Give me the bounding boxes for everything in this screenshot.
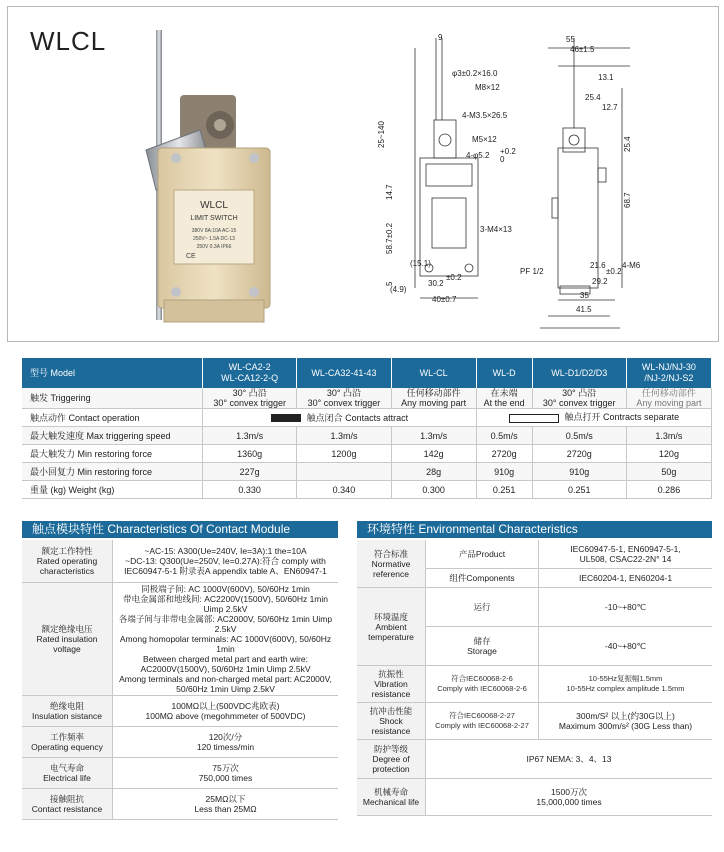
- cell: -40~+80℃: [539, 627, 713, 666]
- row-label: 额定绝缘电压 Rated insulation voltage: [22, 583, 113, 696]
- env-table: [357, 540, 712, 816]
- cell: 同极端子间: AC 1000V(600V), 50/60Hz 1min 带电金属部和地线间: AC2200V(1500V), 50/60Hz 1min Uimp 2.5kV 各端子间与非带电金属部: AC2000V, 50/60Hz 1min Uimp 2.5kV Among homopolar terminals: AC 1000V(600V), 50/60Hz 1min Between charged metal part and earth wire: AC2000V(1500V), 50/60Hz 1min Uimp 2.5kV Among terminals and non-charged metal part: AC2000V, 50/60Hz 1min Uimp 2.5kV: [113, 583, 339, 696]
- sub-label: 符合IEC60068-2-6 Comply with IEC60068-2-6: [426, 666, 539, 703]
- product-illustration: [140, 30, 300, 335]
- svg-text:12.7: 12.7: [602, 103, 618, 112]
- cell: 1.3m/s: [391, 427, 476, 445]
- header-line: WL-CA2-2 WL-CA12-2-Q: [221, 362, 279, 383]
- svg-text:9: 9: [438, 33, 443, 42]
- spec-col-header: WL-D: [476, 358, 532, 388]
- svg-text:58.7±0.2: 58.7±0.2: [385, 222, 394, 254]
- cell: 28g: [391, 463, 476, 481]
- row-label: 最大触发力 Min restoring force: [22, 445, 203, 463]
- cell: 120次/分 120 timess/min: [113, 727, 339, 758]
- header-line: WL-NJ/NJ-30 /NJ-2/NJ-S2: [641, 362, 696, 383]
- row-label: 工作频率 Operating equency: [22, 727, 113, 758]
- label-brand: WLCL: [200, 200, 228, 211]
- cell: 0.5m/s: [476, 427, 532, 445]
- cell: 1360g: [203, 445, 297, 463]
- row-label: 符合标准 Normative reference: [357, 540, 426, 588]
- sub-label: 储存 Storage: [426, 627, 539, 666]
- table-row: [22, 445, 712, 463]
- contact-section-title: 触点模块特性 Characteristics Of Contact Module: [22, 521, 338, 538]
- svg-text:29.2: 29.2: [592, 277, 608, 286]
- svg-text:4-M3.5×26.5: 4-M3.5×26.5: [462, 111, 508, 120]
- cell: 25MΩ以下 Less than 25MΩ: [113, 789, 339, 820]
- svg-text:41.5: 41.5: [576, 305, 592, 314]
- cell: 910g: [532, 463, 626, 481]
- cell: IEC60204-1, EN60204-1: [539, 569, 713, 588]
- row-label: 抗冲击性能 Shock resistance: [357, 703, 426, 740]
- table-row: [357, 779, 712, 816]
- cell: 0.330: [203, 481, 297, 499]
- cell: 2720g: [532, 445, 626, 463]
- brand-title: WLCL: [30, 26, 107, 56]
- cell: 10-55Hz复振幅1.5mm 10-55Hz complex amplitude 1.5mm: [539, 666, 713, 703]
- spec-table: [22, 358, 712, 499]
- table-row: [357, 588, 712, 627]
- cell: IP67 NEMA: 3、4、13: [426, 740, 713, 779]
- cell: 75万次 750,000 times: [113, 758, 339, 789]
- svg-text:25.4: 25.4: [585, 93, 601, 102]
- row-label: 重量 (kg) Weight (kg): [22, 481, 203, 499]
- spec-header-row: [22, 358, 712, 388]
- svg-text:55: 55: [566, 35, 575, 44]
- cell: ~AC-15: A300(Ue=240V, Ie=3A):1 the=10A ~DC-13: Q300(Ue=250V, Ie=0.27A):符合 comply with IEC60947-5-1 附录表A appendix table A、EN60947-1: [113, 540, 339, 583]
- row-label: 触点动作 Contact operation: [22, 409, 203, 427]
- svg-text:25.4: 25.4: [623, 136, 632, 152]
- spec-col-header: WL-CA32-41-43: [297, 358, 391, 388]
- row-label: 环境温度 Ambient temperature: [357, 588, 426, 666]
- svg-text:5: 5: [385, 281, 394, 286]
- sub-label: 运行: [426, 588, 539, 627]
- cell: 0.251: [476, 481, 532, 499]
- cell: 1200g: [297, 445, 391, 463]
- open-contact-symbol: [509, 414, 559, 423]
- cell: 0.340: [297, 481, 391, 499]
- svg-text:25~140: 25~140: [377, 121, 386, 148]
- row-label: 额定工作特性 Rated operating characteristics: [22, 540, 113, 583]
- table-row: [22, 388, 712, 409]
- svg-text:PF 1/2: PF 1/2: [520, 267, 544, 276]
- sub-label: 符合IEC60068-2-27 Comply with IEC60068-2-27: [426, 703, 539, 740]
- svg-text:4-φ5.2: 4-φ5.2: [466, 151, 490, 160]
- svg-text:46±1.5: 46±1.5: [570, 45, 595, 54]
- closed-contact-symbol: [271, 414, 301, 422]
- svg-text:21.6: 21.6: [590, 261, 606, 270]
- table-row: [22, 758, 338, 789]
- table-row: [22, 481, 712, 499]
- cell: 1.3m/s: [297, 427, 391, 445]
- table-row: [22, 427, 712, 445]
- cell: 0.251: [532, 481, 626, 499]
- cell: 50g: [626, 463, 711, 481]
- cell: IEC60947-5-1, EN60947-5-1, UL508, CSAC22-2N° 14: [539, 540, 713, 569]
- svg-text:35: 35: [580, 291, 589, 300]
- cell: 30° 凸沿 30° convex trigger: [532, 388, 626, 409]
- sub-label: 组件Components: [426, 569, 539, 588]
- svg-text:M5×12: M5×12: [472, 135, 497, 144]
- svg-text:13.1: 13.1: [598, 73, 614, 82]
- svg-text:±0.2: ±0.2: [606, 267, 622, 276]
- label-line: 380V 8A:10A AC-15: [191, 228, 237, 234]
- row-label: 触发 Triggering: [22, 388, 203, 409]
- table-row: [357, 666, 712, 703]
- cell: 0.286: [626, 481, 711, 499]
- svg-text:CE: CE: [186, 253, 196, 260]
- row-label: 最大触发速度 Max triggering speed: [22, 427, 203, 445]
- table-row: [22, 789, 338, 820]
- svg-text:0: 0: [500, 155, 505, 164]
- svg-text:±0.2: ±0.2: [446, 273, 462, 282]
- row-label: 绝缘电阻 Insulation sistance: [22, 696, 113, 727]
- cell: 1500万次 15,000,000 times: [426, 779, 713, 816]
- cell: -10~+80℃: [539, 588, 713, 627]
- cell: 在未端 At the end: [476, 388, 532, 409]
- svg-text:3-M4×13: 3-M4×13: [480, 225, 512, 234]
- row-label: 最小回复力 Min restoring force: [22, 463, 203, 481]
- spec-col-header: WL-CL: [391, 358, 476, 388]
- table-row: [357, 740, 712, 779]
- sub-label: 产品Product: [426, 540, 539, 569]
- cell: 227g: [203, 463, 297, 481]
- svg-text:4-M6: 4-M6: [622, 261, 641, 270]
- contacts-attract-label: 触点闭合 Contacts attract: [306, 412, 409, 423]
- contacts-separate-cell: [476, 409, 711, 427]
- svg-text:(15.1): (15.1): [410, 259, 431, 268]
- row-label: 电气寿命 Electrical life: [22, 758, 113, 789]
- spec-col-header: [203, 358, 297, 388]
- svg-text:M8×12: M8×12: [475, 83, 500, 92]
- cell: 300m/S² 以上(约30G以上) Maximum 300m/s² (30G Less than): [539, 703, 713, 740]
- label-line: 250V 0.3A IP66: [196, 244, 232, 250]
- cell: 30° 凸沿 30° convex trigger: [203, 388, 297, 409]
- contacts-separate-label: 触点打开 Contracts separate: [564, 412, 680, 423]
- row-label: 抗振性 Vibration resistance: [357, 666, 426, 703]
- contact-table: [22, 540, 338, 820]
- table-row: [22, 727, 338, 758]
- svg-text:68.7: 68.7: [623, 192, 632, 208]
- cell: 1.3m/s: [626, 427, 711, 445]
- label-line: 250V~ 1.5A DC-13: [193, 236, 235, 242]
- cell: 任何移动部件 Any moving part: [626, 388, 711, 409]
- env-section-title: 环境特性 Environmental Characteristics: [357, 521, 712, 538]
- spec-col-header: WL-D1/D2/D3: [532, 358, 626, 388]
- cell: 910g: [476, 463, 532, 481]
- cell: 2720g: [476, 445, 532, 463]
- cell: 142g: [391, 445, 476, 463]
- cell: [297, 463, 391, 481]
- svg-text:(4.9): (4.9): [390, 285, 407, 294]
- cell: 0.5m/s: [532, 427, 626, 445]
- svg-text:30.2: 30.2: [428, 279, 444, 288]
- cell: 120g: [626, 445, 711, 463]
- dimension-drawing: [377, 28, 710, 340]
- spec-col-header: 型号 Model: [22, 358, 203, 388]
- table-row: [22, 583, 338, 696]
- cell: 30° 凸沿 30° convex trigger: [297, 388, 391, 409]
- row-label: 机械寿命 Mechanical life: [357, 779, 426, 816]
- table-row: [357, 703, 712, 740]
- row-label: 防护等级 Degree of protection: [357, 740, 426, 779]
- table-row: [357, 540, 712, 569]
- table-row: [22, 463, 712, 481]
- cell: 100MΩ以上(500VDC兆欧表) 100MΩ above (megohmmeter of 500VDC): [113, 696, 339, 727]
- svg-text:14.7: 14.7: [385, 184, 394, 200]
- cell: 任何移动部件 Any moving part: [391, 388, 476, 409]
- svg-text:φ3±0.2×16.0: φ3±0.2×16.0: [452, 69, 498, 78]
- spec-col-header: [626, 358, 711, 388]
- svg-text:+0.2: +0.2: [500, 147, 516, 156]
- label-title: LIMIT SWITCH: [190, 215, 238, 222]
- cell: 1.3m/s: [203, 427, 297, 445]
- table-row: [22, 540, 338, 583]
- row-label: 接触阻抗 Contact resistance: [22, 789, 113, 820]
- table-row: [22, 696, 338, 727]
- contacts-attract-cell: [203, 409, 477, 427]
- svg-text:40±0.7: 40±0.7: [432, 295, 457, 304]
- table-row: [22, 409, 712, 427]
- cell: 0.300: [391, 481, 476, 499]
